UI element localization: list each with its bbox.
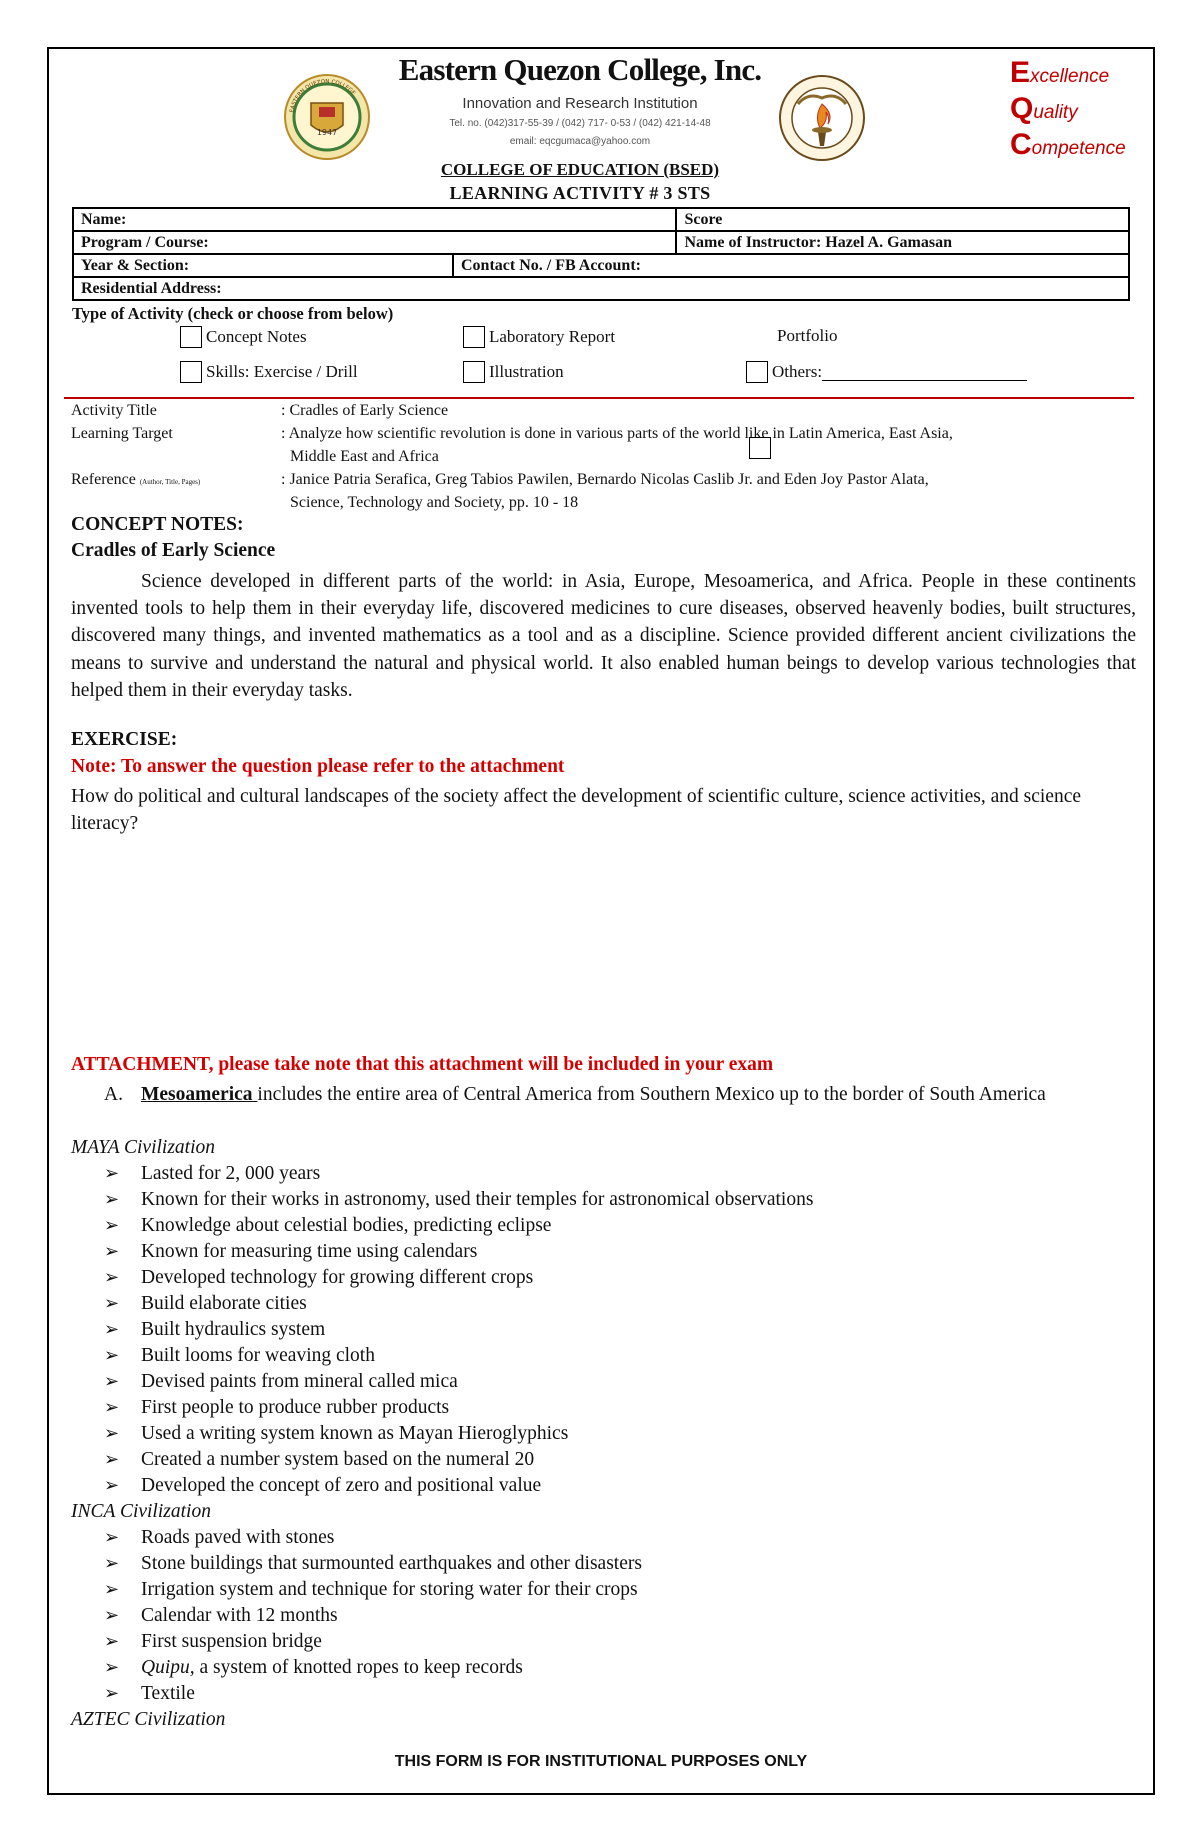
activity-title-value: : Cradles of Early Science [281, 402, 449, 419]
list-item [104, 1395, 1124, 1421]
stray-checkbox-icon[interactable] [749, 437, 771, 459]
list-item-text: Known for measuring time using calendars [141, 1241, 478, 1262]
inca-heading: INCA Civilization [71, 1501, 211, 1522]
list-item-text: Created a number system based on the numeral 20 [141, 1449, 535, 1470]
list-item-text: Lasted for 2, 000 years [141, 1163, 321, 1184]
arrow-bullet-icon: ➢ [104, 1215, 120, 1236]
list-item-text: Developed technology for growing different crops [141, 1267, 534, 1288]
activity-type-label: Type of Activity (check or choose from below) [72, 304, 394, 323]
list-item [104, 1421, 1124, 1447]
college-seal-logo [283, 73, 371, 161]
list-item-text: Roads paved with stones [141, 1527, 335, 1548]
list-item [104, 1291, 1124, 1317]
learning-target-value: : Analyze how scientific revolution is done in various parts of the world like in Latin America, East Asia, Middle East and Africa [281, 425, 953, 465]
arrow-bullet-icon: ➢ [104, 1189, 120, 1210]
checkbox-icon[interactable] [746, 361, 768, 383]
list-item [104, 1681, 1124, 1707]
list-item [104, 1551, 1124, 1577]
arrow-bullet-icon: ➢ [104, 1605, 120, 1626]
exercise-heading: EXERCISE: [71, 729, 178, 750]
list-item-text: Built looms for weaving cloth [141, 1345, 375, 1366]
aztec-heading: AZTEC Civilization [71, 1709, 226, 1730]
list-item [104, 1317, 1124, 1343]
list-item-text: Build elaborate cities [141, 1293, 307, 1314]
arrow-bullet-icon: ➢ [104, 1527, 120, 1548]
checkbox-label: Portfolio [777, 326, 838, 345]
list-item-text: Irrigation system and technique for storing water for their crops [141, 1579, 638, 1600]
list-item-text: First suspension bridge [141, 1631, 322, 1652]
arrow-bullet-icon: ➢ [104, 1579, 120, 1600]
list-item-text: Devised paints from mineral called mica [141, 1371, 458, 1392]
list-item-text: Developed the concept of zero and positional value [141, 1475, 542, 1496]
list-item-text: Used a writing system known as Mayan Hieroglyphics [141, 1423, 569, 1444]
activity-title-label: Activity Title [71, 402, 157, 419]
list-item [104, 1369, 1124, 1395]
checkbox-concept-notes[interactable] [180, 326, 307, 348]
list-item [104, 1577, 1124, 1603]
mesoamerica-item: A. Mesoamerica includes the entire area of Central America from Southern Mexico up to the border of South America [104, 1084, 1046, 1105]
list-item-text: Built hydraulics system [141, 1319, 326, 1340]
college-name: Eastern Quezon College, Inc. [398, 52, 762, 87]
address-field[interactable]: Residential Address: [73, 277, 1129, 300]
exercise-note: Note: To answer the question please refer to the attachment [71, 756, 565, 777]
checkbox-label: Concept Notes [206, 327, 307, 346]
arrow-bullet-icon: ➢ [104, 1345, 120, 1366]
option-portfolio[interactable] [777, 326, 837, 346]
student-info-table [72, 207, 1130, 301]
arrow-bullet-icon: ➢ [104, 1397, 120, 1418]
college-email: email: eqcgumaca@yahoo.com [509, 136, 651, 147]
arrow-bullet-icon: ➢ [104, 1631, 120, 1652]
checkbox-label: Illustration [489, 362, 564, 381]
arrow-bullet-icon: ➢ [104, 1683, 120, 1704]
arrow-bullet-icon: ➢ [104, 1163, 120, 1184]
checkbox-skills[interactable] [180, 361, 358, 383]
list-item-text: Calendar with 12 months [141, 1605, 338, 1626]
checkbox-others[interactable] [746, 361, 1027, 383]
motto-quality: Quality [1010, 92, 1078, 125]
contact-field[interactable]: Contact No. / FB Account: [453, 254, 1129, 277]
exercise-question: How do political and cultural landscapes of the society affect the development of scientific culture, science activities, and science literacy? [71, 786, 1082, 834]
arrow-bullet-icon: ➢ [104, 1319, 120, 1340]
education-seal-logo [778, 74, 866, 162]
arrow-bullet-icon: ➢ [104, 1423, 120, 1444]
checkbox-icon[interactable] [463, 361, 485, 383]
arrow-bullet-icon: ➢ [104, 1241, 120, 1262]
checkbox-label: Skills: Exercise / Drill [206, 362, 358, 381]
list-item [104, 1473, 1124, 1499]
footer-note: THIS FORM IS FOR INSTITUTIONAL PURPOSES ONLY [394, 1753, 808, 1770]
list-item [104, 1603, 1124, 1629]
concept-subheading: Cradles of Early Science [71, 540, 276, 561]
college-of-education: COLLEGE OF EDUCATION (BSED) [440, 160, 720, 179]
quipu-term: Quipu, [141, 1657, 195, 1678]
list-item [104, 1655, 1124, 1681]
list-item-text: Textile [141, 1683, 195, 1704]
list-item [104, 1161, 1124, 1187]
checkbox-label: Laboratory Report [489, 327, 616, 346]
inca-list [104, 1525, 1124, 1707]
arrow-bullet-icon: ➢ [104, 1475, 120, 1496]
institution-subtitle: Innovation and Research Institution [462, 95, 698, 112]
reference-value: : Janice Patria Serafica, Greg Tabios Pawilen, Bernardo Nicolas Caslib Jr. and Eden Joy Pastor Alata, Science, Technology and Society, pp. 10 - 18 [281, 471, 929, 511]
checkbox-label: Others: [772, 362, 823, 381]
arrow-bullet-icon: ➢ [104, 1371, 120, 1392]
arrow-bullet-icon: ➢ [104, 1657, 120, 1678]
maya-heading: MAYA Civilization [71, 1137, 216, 1158]
list-item-text: Quipu, a system of knotted ropes to keep records [141, 1657, 523, 1678]
mesoamerica-term: Mesoamerica [141, 1084, 258, 1105]
checkbox-icon[interactable] [180, 361, 202, 383]
concept-notes-heading: CONCEPT NOTES: [71, 514, 244, 535]
concept-paragraph: Science developed in different parts of the world: in Asia, Europe, Mesoamerica, and Africa. People in these continents invented tools to help them in their everyday life, discovered medicines to cure diseases, observed heavenly bodies, built structures, discovered many things, and invented mathematics as a tool and as a discipline. Science provided different ancient civilizations the means to survive and understand the natural and physical world. It also enabled human beings to develop various technologies that helped them in their everyday tasks. [71, 571, 1136, 701]
list-item-text: Known for their works in astronomy, used their temples for astronomical observations [141, 1189, 814, 1210]
checkbox-icon[interactable] [180, 326, 202, 348]
motto-competence: Competence [1010, 128, 1126, 161]
instructor-field: Name of Instructor: Hazel A. Gamasan [676, 231, 1129, 254]
motto-excellence: Excellence [1010, 56, 1110, 89]
arrow-bullet-icon: ➢ [104, 1293, 120, 1314]
list-item [104, 1239, 1124, 1265]
list-item [104, 1447, 1124, 1473]
list-item-text: Knowledge about celestial bodies, predicting eclipse [141, 1215, 552, 1236]
name-field[interactable]: Name: [73, 208, 676, 231]
svg-text:EASTERN QUEZON COLLEGE: EASTERN QUEZON COLLEGE [289, 78, 357, 114]
list-item [104, 1525, 1124, 1551]
checkbox-lab-report[interactable] [463, 326, 615, 348]
arrow-bullet-icon: ➢ [104, 1553, 120, 1574]
contact-numbers: Tel. no. (042)317-55-39 / (042) 717- 0-53 / (042) 421-14-48 [449, 118, 711, 129]
list-item [104, 1187, 1124, 1213]
others-input-line[interactable] [822, 364, 1027, 381]
year-section-field[interactable]: Year & Section: [73, 254, 453, 277]
learning-activity-title: LEARNING ACTIVITY # 3 STS [449, 183, 711, 203]
program-field[interactable]: Program / Course: [73, 231, 676, 254]
section-divider [64, 397, 1134, 399]
list-item [104, 1629, 1124, 1655]
score-field[interactable]: Score [676, 208, 1129, 231]
list-item-text: First people to produce rubber products [141, 1397, 450, 1418]
list-item [104, 1265, 1124, 1291]
maya-list [104, 1161, 1124, 1499]
arrow-bullet-icon: ➢ [104, 1449, 120, 1470]
arrow-bullet-icon: ➢ [104, 1267, 120, 1288]
list-item [104, 1213, 1124, 1239]
list-item-text: Stone buildings that surmounted earthquakes and other disasters [141, 1553, 642, 1574]
attachment-heading: ATTACHMENT, please take note that this attachment will be included in your exam [71, 1054, 774, 1075]
learning-target-label: Learning Target [71, 425, 173, 442]
checkbox-illustration[interactable] [463, 361, 564, 383]
list-item [104, 1343, 1124, 1369]
reference-label: Reference (Author, Title, Pages) [71, 471, 201, 488]
seal-year: 1947 [316, 128, 338, 137]
checkbox-icon[interactable] [463, 326, 485, 348]
